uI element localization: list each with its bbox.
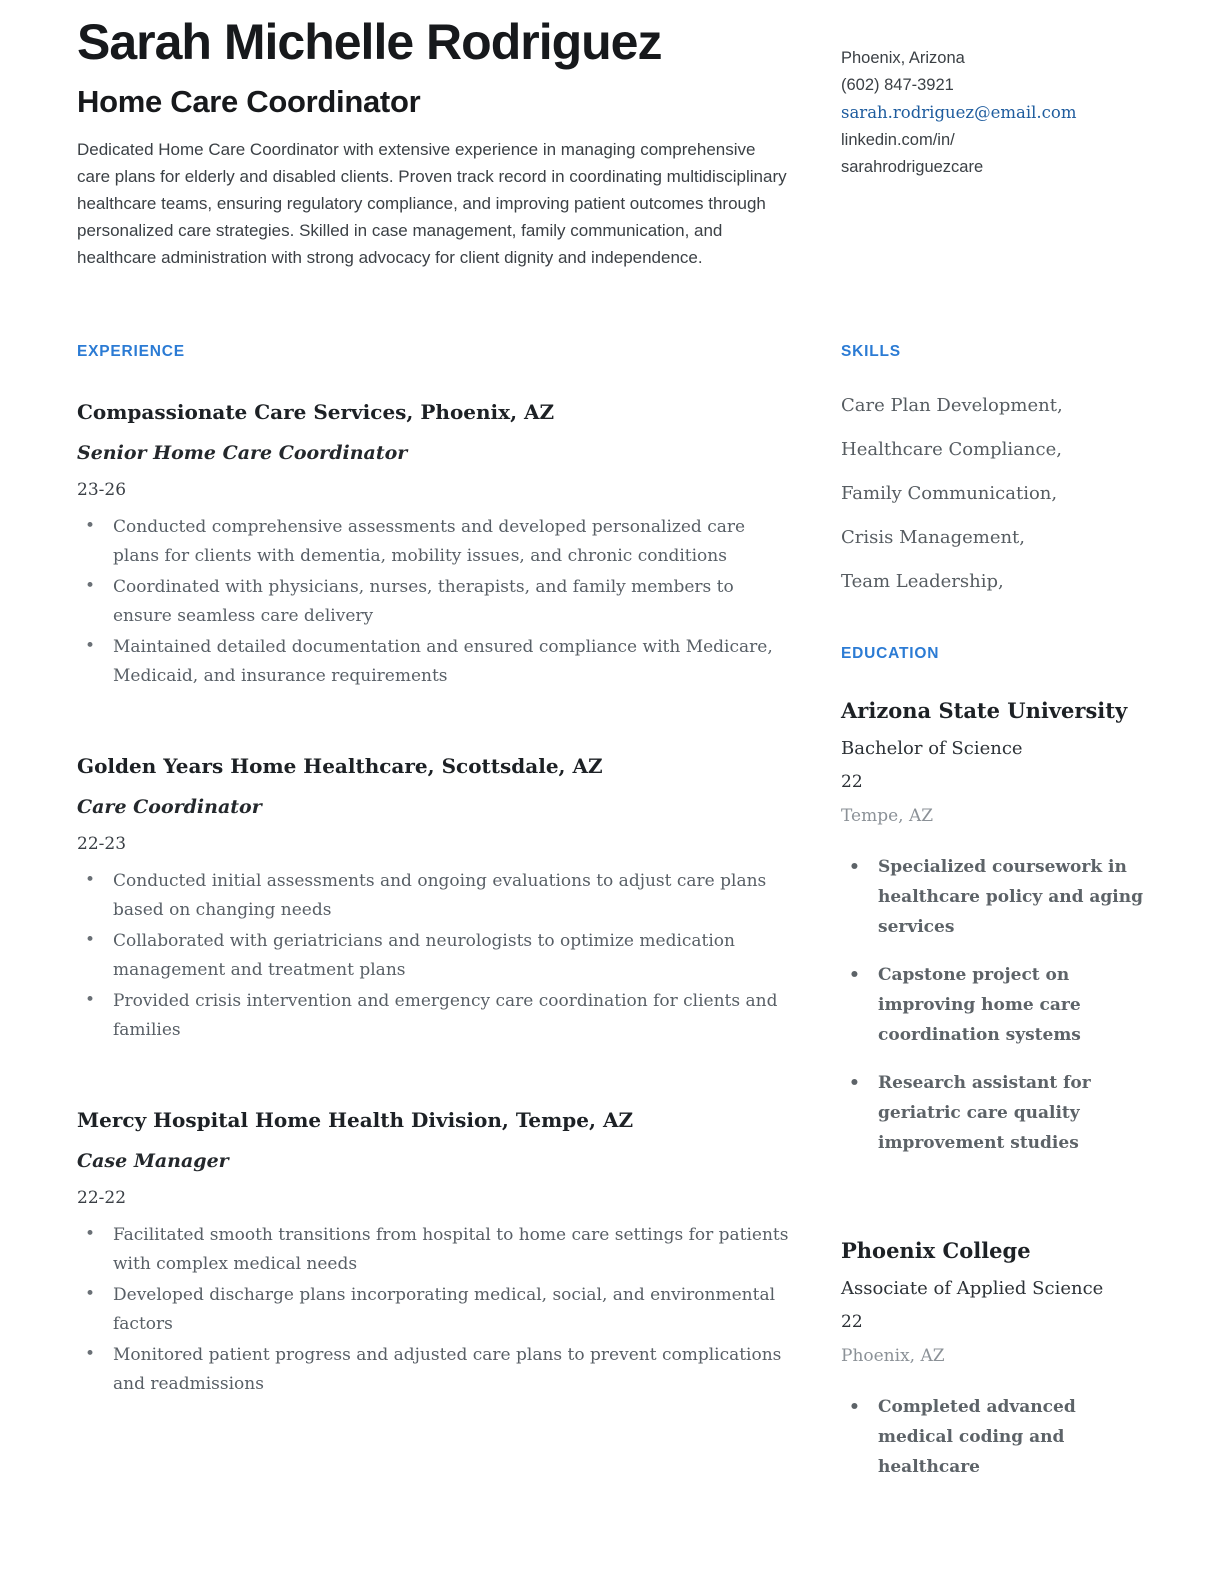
bullet-marker: • <box>85 575 96 596</box>
bullet-marker: • <box>85 989 96 1010</box>
job-entry <box>77 399 790 691</box>
education-section <box>841 645 1147 1482</box>
bullet-text: Completed advanced medical coding and healthcare <box>878 1396 1076 1477</box>
school-bullet-list <box>841 1392 1147 1482</box>
bullet-item <box>77 573 790 631</box>
bullet-marker: • <box>849 1396 860 1417</box>
job-bullet-list <box>77 1221 790 1399</box>
bullet-text: Research assistant for geriatric care quality improvement studies <box>878 1072 1091 1153</box>
bullet-text: Coordinated with physicians, nurses, therapists, and family members to ensure seamless care delivery <box>113 576 734 626</box>
bullet-item <box>841 1392 1147 1482</box>
job-bullet-list <box>77 867 790 1045</box>
bullet-item <box>77 927 790 985</box>
contact-email-link[interactable]: sarah.rodriguez@email.com <box>841 103 1077 122</box>
contact-linkedin-line1: linkedin.com/in/ <box>841 131 955 149</box>
school-location: Tempe, AZ <box>841 805 934 826</box>
bullet-text: Collaborated with geriatricians and neurologists to optimize medication management and treatment plans <box>113 930 735 980</box>
bullet-marker: • <box>85 635 96 656</box>
bullet-item <box>77 1341 790 1399</box>
job-role: Care Coordinator <box>77 795 262 818</box>
job-entry <box>77 753 790 1045</box>
section-heading-education: EDUCATION <box>841 644 940 662</box>
bullet-item <box>77 867 790 925</box>
job-dates: 23-26 <box>77 479 127 500</box>
school-date: 22 <box>841 1311 863 1332</box>
skill-item: Healthcare Compliance, <box>841 438 1062 460</box>
bullet-item <box>77 1281 790 1339</box>
experience-section <box>77 343 790 1482</box>
bullet-marker: • <box>85 929 96 950</box>
contact-linkedin-line2: sarahrodriguezcare <box>841 158 984 176</box>
summary-text: Dedicated Home Care Coordinator with extensive experience in managing comprehensive care plans for elderly and disabled clients. Proven track record in coordinating multidisciplinary healthcare teams, ensuring regulatory compliance, and improving patient outcomes through personalized care strategies. Skilled in case management, family communication, and healthcare administration with strong advocacy for client dignity and independence. <box>77 139 787 267</box>
bullet-text: Provided crisis intervention and emergency care coordination for clients and families <box>113 990 778 1040</box>
section-heading-experience: EXPERIENCE <box>77 342 185 360</box>
bullet-item <box>841 1068 1147 1158</box>
bullet-text: Developed discharge plans incorporating medical, social, and environmental factors <box>113 1284 776 1334</box>
job-role: Case Manager <box>77 1149 229 1172</box>
job-entry <box>77 1107 790 1399</box>
job-company: Golden Years Home Healthcare, Scottsdale, AZ <box>77 753 603 778</box>
bullet-marker: • <box>849 856 860 877</box>
bullet-marker: • <box>85 869 96 890</box>
school-name: Phoenix College <box>841 1237 1031 1263</box>
job-dates: 22-22 <box>77 1187 127 1208</box>
job-company: Compassionate Care Services, Phoenix, AZ <box>77 399 555 424</box>
skills-list <box>841 395 1147 593</box>
skill-item: Crisis Management, <box>841 526 1026 548</box>
main-content <box>77 343 1147 1482</box>
skill-item: Family Communication, <box>841 482 1058 504</box>
bullet-marker: • <box>849 964 860 985</box>
bullet-marker: • <box>85 515 96 536</box>
skill-item: Team Leadership, <box>841 570 1004 592</box>
school-degree: Bachelor of Science <box>841 737 1023 759</box>
bullet-marker: • <box>849 1072 860 1093</box>
bullet-text: Specialized coursework in healthcare policy and aging services <box>878 856 1143 937</box>
section-heading-skills: SKILLS <box>841 342 901 360</box>
sidebar-column <box>841 343 1147 1482</box>
school-degree: Associate of Applied Science <box>841 1277 1104 1299</box>
bullet-text: Maintained detailed documentation and ensured compliance with Medicare, Medicaid, and insurance requirements <box>113 636 773 686</box>
contact-info <box>841 14 1147 271</box>
skill-item: Care Plan Development, <box>841 394 1063 416</box>
school-name: Arizona State University <box>841 697 1128 723</box>
bullet-text: Conducted comprehensive assessments and developed personalized care plans for clients with dementia, mobility issues, and chronic conditions <box>113 516 746 566</box>
school-entry <box>841 1238 1147 1482</box>
job-dates: 22-23 <box>77 833 127 854</box>
job-company: Mercy Hospital Home Health Division, Tempe, AZ <box>77 1107 634 1132</box>
header <box>77 14 1147 271</box>
bullet-item <box>77 1221 790 1279</box>
school-bullet-list <box>841 852 1147 1158</box>
bullet-text: Conducted initial assessments and ongoing evaluations to adjust care plans based on changing needs <box>113 870 767 920</box>
bullet-marker: • <box>85 1223 96 1244</box>
bullet-item <box>77 987 790 1045</box>
role-heading: Home Care Coordinator <box>77 84 421 119</box>
bullet-text: Monitored patient progress and adjusted care plans to prevent complications and readmissions <box>113 1344 782 1394</box>
header-left <box>77 14 790 271</box>
bullet-item <box>77 513 790 571</box>
school-location: Phoenix, AZ <box>841 1345 945 1366</box>
name-heading: Sarah Michelle Rodriguez <box>77 14 662 70</box>
school-entry <box>841 698 1147 1158</box>
job-bullet-list <box>77 513 790 691</box>
contact-phone: (602) 847-3921 <box>841 76 954 94</box>
skills-section <box>841 343 1147 593</box>
bullet-item <box>841 852 1147 942</box>
bullet-text: Facilitated smooth transitions from hospital to home care settings for patients with complex medical needs <box>113 1224 789 1274</box>
bullet-marker: • <box>85 1343 96 1364</box>
bullet-marker: • <box>85 1283 96 1304</box>
bullet-text: Capstone project on improving home care coordination systems <box>878 964 1081 1045</box>
bullet-item <box>841 960 1147 1050</box>
bullet-item <box>77 633 790 691</box>
contact-location: Phoenix, Arizona <box>841 49 965 67</box>
job-role: Senior Home Care Coordinator <box>77 441 408 464</box>
school-date: 22 <box>841 771 863 792</box>
